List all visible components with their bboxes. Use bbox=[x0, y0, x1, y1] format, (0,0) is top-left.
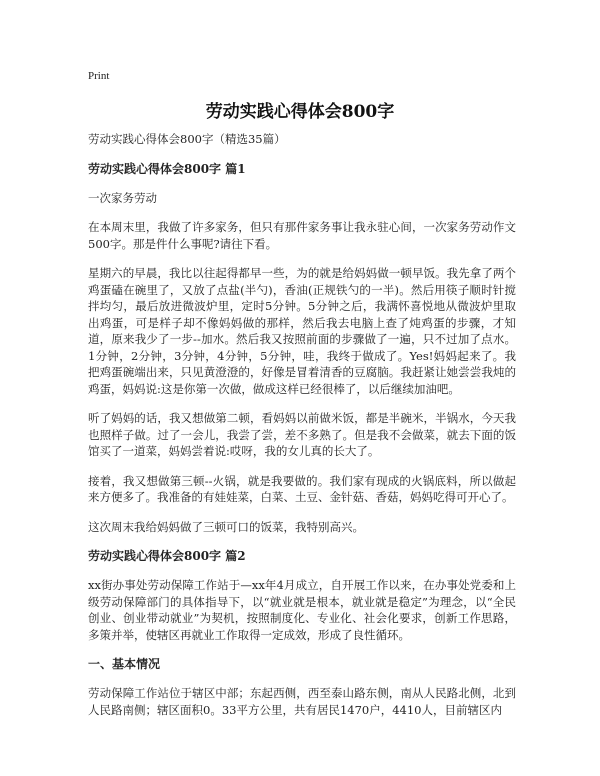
paragraph: 接着，我又想做第三顿--火锅，就是我要做的。我们家有现成的火锅底料，所以做起来方便多了。我准备的有娃娃菜，白菜、土豆、金针菇、香菇，妈妈吃得可开心了。 bbox=[88, 473, 516, 504]
subsection-heading: 一、基本情况 bbox=[88, 657, 161, 671]
paragraph: 星期六的早晨，我比以往起得都早一些，为的就是给妈妈做一顿早饭。我先拿了两个鸡蛋磕在碗里了，又放了点盐(半勺)，香油(正规铁勺的一半)。然后用筷子顺时针搅拌均匀，最后放进微波炉里，定时5分钟。5分钟之后，我满怀喜悦地从微波炉里取出鸡蛋，可是样子却不像妈妈做的那样，然后我去电脑上查了炖鸡蛋的步骤，才知道，原来我少了一步--加水。然后我又按照前面的步骤做了一遍，只不过加了点水。1分钟，2分钟，3分钟，4分钟，5分钟，哇，我终于做成了。Yes!妈妈起来了。我把鸡蛋碗端出来，只见黄澄澄的，好像是冒着清香的豆腐脑。我赶紧让她尝尝我炖的鸡蛋，妈妈说:这是你第一次做，做成这样已经很棒了，以后继续加油吧。 bbox=[88, 266, 516, 396]
section-heading-2: 劳动实践心得体会800字 篇2 bbox=[88, 549, 246, 563]
document-subtitle: 劳动实践心得体会800字（精选35篇） bbox=[88, 132, 286, 146]
page-title: 劳动实践心得体会800字 bbox=[205, 102, 395, 122]
paragraph: 听了妈妈的话，我又想做第二顿，看妈妈以前做米饭，都是半碗米，半锅水，今天我也照样子做。过了一会儿，我尝了尝，差不多熟了。但是我不会做菜，就去下面的饭馆买了一道菜，妈妈尝着说:哎呀，我的女儿真的长大了。 bbox=[88, 411, 516, 458]
paragraph: 劳动保障工作站位于辖区中部；东起西侧，西至泰山路东侧，南从人民路北侧，北到人民路南侧；辖区面积0。33平方公里，共有居民1470户，4410人，目前辖区内 bbox=[88, 686, 516, 717]
section-heading-1: 劳动实践心得体会800字 篇1 bbox=[88, 161, 246, 176]
print-label[interactable]: Print bbox=[88, 70, 110, 82]
paragraph: 在本周末里，我做了许多家务，但只有那件家务事让我永驻心间，一次家务劳动作文500字。那是件什么事呢?请往下看。 bbox=[88, 220, 516, 251]
paragraph: 一次家务劳动 bbox=[88, 190, 157, 205]
paragraph: 这次周末我给妈妈做了三顿可口的饭菜，我特别高兴。 bbox=[88, 519, 364, 534]
document-body bbox=[88, 131, 516, 731]
paragraph: xx街办事处劳动保障工作站于—xx年4月成立，自开展工作以来，在办事处党委和上级劳动保障部门的具体指导下，以“就业就是根本，就业就是稳定”为理念，以“全民创业、创业带动就业”为契机，按照制度化、专业化、社会化要求，创新工作思路，多策并举，使辖区再就业工作取得一定成效，形成了良性循环。 bbox=[88, 578, 516, 642]
